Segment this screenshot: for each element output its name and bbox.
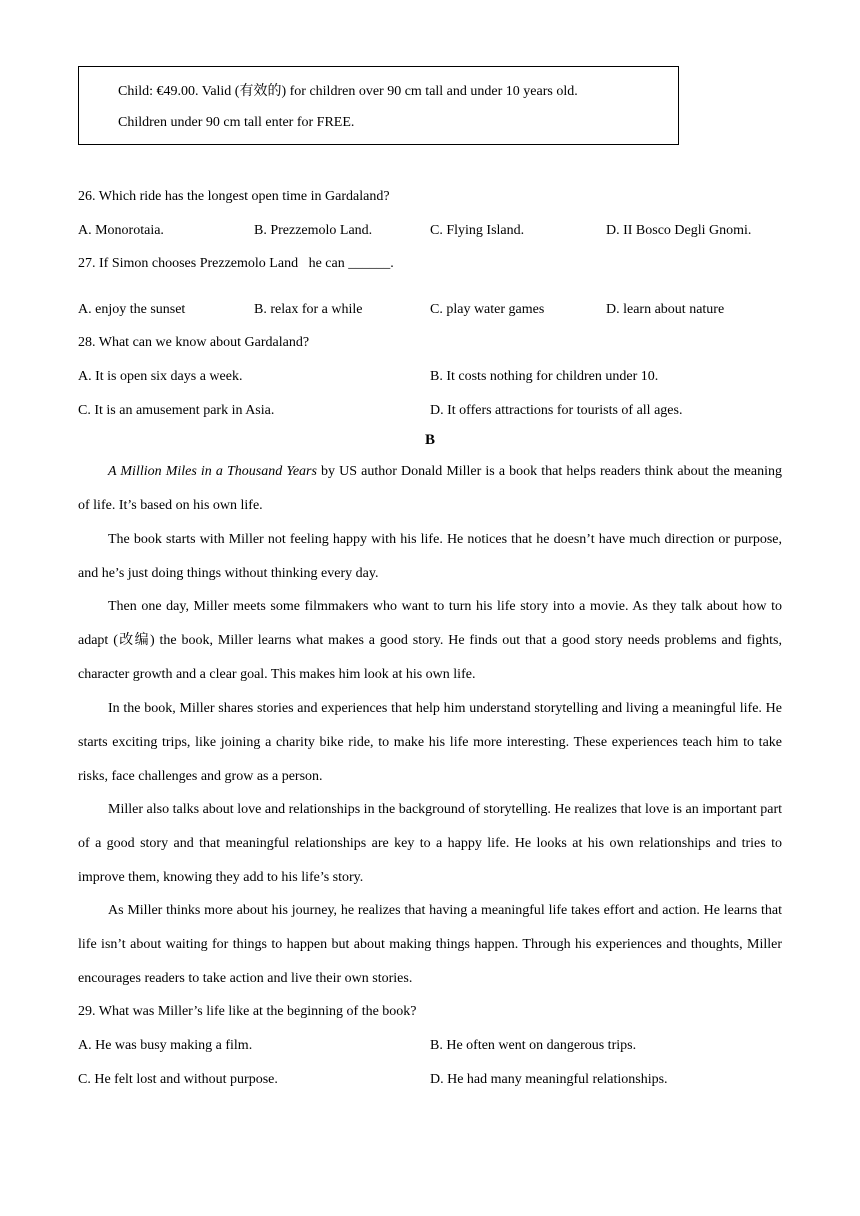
- passage-paragraph-3: Then one day, Miller meets some filmmakers who want to turn his life story into a movie. As they talk about how to adapt (改编) the book, Miller learns what makes a good story. He finds out that a good story needs problems and fights, character growth and a clear goal. This makes him look at his own life.: [78, 599, 782, 682]
- passage-paragraph-1: [78, 455, 782, 523]
- q27-option-c: C. play water games: [430, 302, 545, 317]
- question-26-stem: 26. Which ride has the longest open time in Gardaland?: [78, 189, 390, 204]
- question-28-stem: 28. What can we know about Gardaland?: [78, 335, 310, 350]
- q28-option-c: C. It is an amusement park in Asia.: [78, 403, 275, 418]
- q27-option-a: A. enjoy the sunset: [78, 302, 186, 317]
- ticket-child-price: Child: €49.00. Valid (有效的) for children over 90 cm tall and under 10 years old.: [118, 84, 578, 99]
- question-29-stem: 29. What was Miller’s life like at the beginning of the book?: [78, 1004, 417, 1019]
- paragraph-1-text: by US author Donald Miller is a book that helps readers think about the meaning of life. It’s based on his own life.: [78, 464, 782, 513]
- ticket-free-entry: Children under 90 cm tall enter for FREE.: [118, 115, 355, 130]
- ticket-info-box: [78, 66, 679, 145]
- q29-option-c: C. He felt lost and without purpose.: [78, 1072, 278, 1087]
- q28-option-b: B. It costs nothing for children under 10.: [430, 369, 659, 384]
- q26-option-b: B. Prezzemolo Land.: [254, 223, 373, 238]
- q26-option-a: A. Monorotaia.: [78, 223, 164, 238]
- passage-paragraph-4: In the book, Miller shares stories and experiences that help him understand storytelling and living a meaningful life. He starts exciting trips, like joining a charity bike ride, to make his life more interesting. These experiences teach him to take risks, face challenges and grow as a person.: [78, 701, 782, 784]
- q28-option-d: D. It offers attractions for tourists of all ages.: [430, 403, 683, 418]
- question-27-stem: 27. If Simon chooses Prezzemolo Land he can ______.: [78, 256, 394, 271]
- q26-option-d: D. II Bosco Degli Gnomi.: [606, 223, 752, 238]
- q27-option-b: B. relax for a while: [254, 302, 363, 317]
- q29-option-d: D. He had many meaningful relationships.: [430, 1072, 668, 1087]
- book-title: A Million Miles in a Thousand Years: [108, 464, 317, 479]
- passage-paragraph-5: Miller also talks about love and relationships in the background of storytelling. He realizes that love is an important part of a good story and that meaningful relationships are key to a happy life. He looks at his own relationships and tries to improve them, knowing they add to his life’s story.: [78, 802, 782, 885]
- section-b-heading: B: [424, 432, 435, 448]
- passage-paragraph-2: The book starts with Miller not feeling happy with his life. He notices that he doesn’t have much direction or purpose, and he’s just doing things without thinking every day.: [78, 532, 782, 581]
- q28-option-a: A. It is open six days a week.: [78, 369, 243, 384]
- q29-option-b: B. He often went on dangerous trips.: [430, 1038, 637, 1053]
- q26-option-c: C. Flying Island.: [430, 223, 525, 238]
- q29-option-a: A. He was busy making a film.: [78, 1038, 253, 1053]
- q27-option-d: D. learn about nature: [606, 302, 725, 317]
- passage-paragraph-6: As Miller thinks more about his journey, he realizes that having a meaningful life takes effort and action. He learns that life isn’t about waiting for things to happen but about making things happen. Through his experiences and thoughts, Miller encourages readers to take action and live their own stories.: [78, 903, 782, 986]
